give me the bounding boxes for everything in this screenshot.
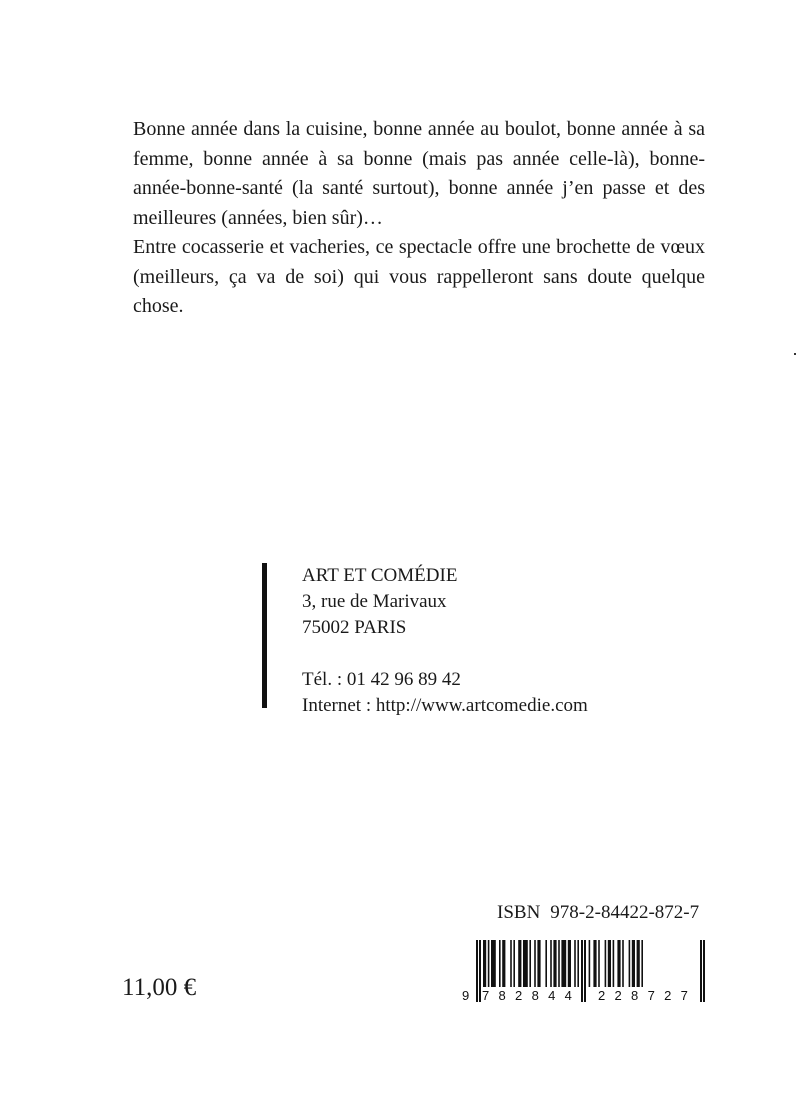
barcode-guard-bar (479, 940, 481, 1002)
barcode-bar (510, 940, 512, 987)
barcode-bar (502, 940, 505, 987)
publisher-address (302, 563, 588, 719)
barcode-bar (574, 940, 576, 987)
publisher-vertical-bar (262, 563, 267, 708)
barcode-bar (518, 940, 521, 987)
barcode-bar (553, 940, 556, 987)
barcode-guard-bar (476, 940, 478, 1002)
barcode-guard-bar (700, 940, 702, 1002)
barcode-bar (534, 940, 536, 987)
barcode-bar (558, 940, 560, 987)
spacer (302, 641, 588, 667)
barcode-bar (550, 940, 552, 987)
publisher-block (262, 563, 662, 716)
print-speck (794, 353, 796, 355)
barcode-bar (491, 940, 496, 987)
barcode-bar (632, 940, 635, 987)
publisher-street: 3, rue de Marivaux (302, 591, 447, 612)
barcode-bar (561, 940, 566, 987)
publisher-website: Internet : http://www.artcomedie.com (302, 695, 588, 716)
back-cover-blurb (133, 115, 705, 322)
barcode-bar (545, 940, 547, 987)
barcode-bar (641, 940, 643, 987)
barcode-bar (589, 940, 591, 987)
barcode-guard-bar (581, 940, 583, 1002)
barcode-bar (537, 940, 540, 987)
barcode-bar (499, 940, 501, 987)
barcode-first-digit: 9 (462, 988, 470, 1002)
barcode-digits-left: 782844 (482, 988, 582, 1002)
isbn-number: 978-2-84422-872-7 (550, 902, 700, 923)
barcode-bar (622, 940, 624, 987)
barcode-bar (613, 940, 615, 987)
barcode-bar (605, 940, 607, 987)
barcode-bar (593, 940, 596, 987)
barcode-bar (617, 940, 620, 987)
barcode-bar (568, 940, 571, 987)
barcode-bar (488, 940, 490, 987)
barcode-bar (637, 940, 640, 987)
barcode-bar (629, 940, 631, 987)
barcode-bar (577, 940, 579, 987)
publisher-name: ART ET COMÉDIE (302, 565, 458, 586)
barcode-bar (608, 940, 611, 987)
barcode-bar (483, 940, 486, 987)
isbn-label: ISBN (497, 902, 541, 923)
blurb-paragraph-2: Entre cocasserie et vacheries, ce spectacle offre une brochette de vœux (meilleurs, ça va de soi) qui vous rappelleront sans doute quelque chose. (133, 236, 705, 317)
publisher-phone: Tél. : 01 42 96 89 42 (302, 669, 461, 690)
barcode-bar (513, 940, 515, 987)
barcode-bar (529, 940, 531, 987)
barcode-digits-right: 228727 (598, 988, 698, 1002)
barcode-bar (598, 940, 600, 987)
barcode-guard-bar (703, 940, 705, 1002)
barcode-bar (523, 940, 528, 987)
barcode (456, 940, 708, 1002)
barcode-guard-bar (584, 940, 586, 1002)
price: 11,00 € (122, 974, 197, 1001)
blurb-paragraph-1: Bonne année dans la cuisine, bonne année au boulot, bonne année à sa femme, bonne année à sa bonne (mais pas année celle-là), bonne-année-bonne-santé (la santé surtout), bonne année j’en passe et des meilleures (années, bien sûr)… (133, 118, 705, 229)
isbn-line (497, 902, 699, 924)
publisher-city: 75002 PARIS (302, 617, 407, 638)
